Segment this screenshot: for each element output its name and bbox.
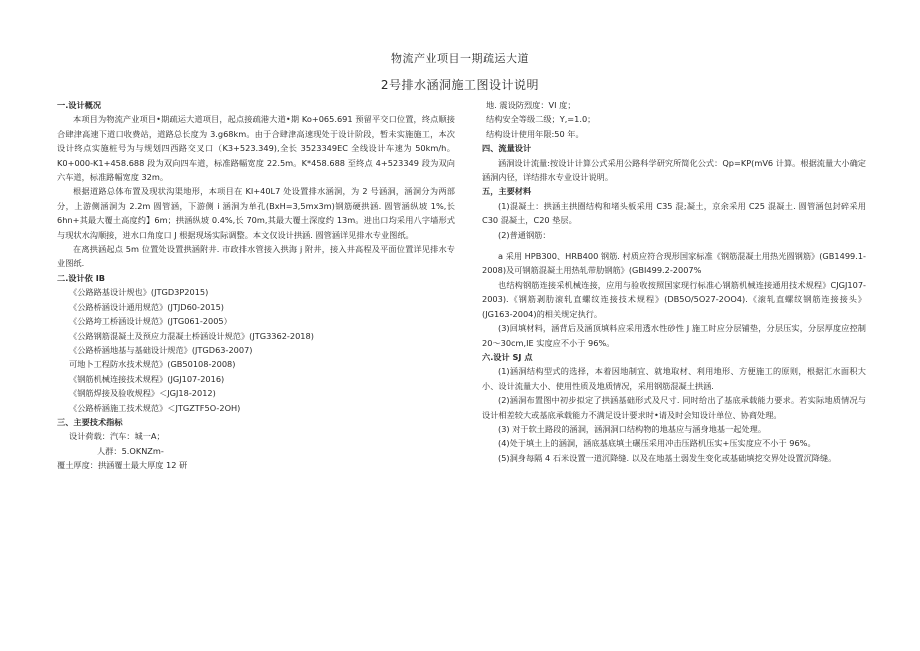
left-column	[57, 98, 455, 473]
overview-paragraph-3: 在离拱涵起点 5m 位置处设置拱涵附井. 市政排水管接入拱海 j 附井，接入井高程及平面位置详见排水专业图纸.	[57, 244, 455, 269]
section-heading-overview: 一.设计概况	[57, 100, 102, 110]
flow-paragraph: 涵洞设计流量:按设计计算公式采用公路科学研究所简化公式：Qp=KP(mV6 计算。根据流量大小确定涵洞内径，详结排水专业设计说明。	[482, 157, 866, 183]
reference-item: 可地卜工程防水技术规范》(GB50108-2008)	[69, 359, 236, 370]
materials-rebar-standard: a 采用 HPB300、HRB400 钢筋. 村质应符合现形国家标准《钢筋混凝土用热光圆钢筋》(GB1499.1-2008)及可钢筋混凝土用热轧带肋钢筋》(GBI499.2-2007%	[482, 251, 866, 276]
section-heading-materials: 五，主要材料	[482, 186, 532, 197]
safety-grade-line: 结构安全等级二级；Y,=1.0；	[486, 114, 596, 125]
materials-concrete: (1)混凝土：拱涵主拱圈结构和堵头板采用 C35 混;凝土，京余采用 C25 混凝土. 圆管涵包封碎采用 C30 混凝土，C20 垫层。	[482, 200, 866, 226]
reference-item: 《公路桥涵施工技术规范》＜JTGZTF5O-2OH)	[69, 402, 241, 413]
reference-item: 《钢筋机械连接技术规程》(JGJ107-2016)	[69, 373, 225, 384]
overview-paragraph-1: 本项目为物流产业项目•期疏运大道项目，起点接疏港大道•期 Ko+065.691 预留平交口位置，终点顺接合肆津高速下道口收费站，道路总长度为 3.g68km。由于合肆津高速现处于设计阶段，暂未实施施工，本次设计终点实施桩号为与规划四西路交叉口（K3+523.349),全长 3523349EC 全线设计车速为 50km/h。K0+000-K1+458.688 段为双向四车道，标准路幅宽度 22.5m。K*458.688 至终点 4+523349 段为双向六车道，标准路幅宽度 32m。	[57, 114, 455, 183]
design-point-2: (2)涵洞布置图中初步拟定了拱涵基础形式及尺寸. 同时给出了基底承载能力要求。若实际地质情况与设计相差较大或基底承载能力不满足设计要求时•请及时会知设计单位、协商处理。	[482, 395, 866, 420]
document-title: 物流产业项目一期疏运大道	[391, 52, 529, 65]
document-subtitle: 2号排水涵洞施工图设计说明	[380, 78, 540, 92]
design-point-3: (3) 对于软土路段的涵洞，涵洞洞口结构物的地基应与涵身地基一起处理。	[498, 423, 767, 434]
reference-item: 《公路桥涵地基与基础设计规范》(JTGD63-2007)	[69, 344, 253, 355]
reference-item: 《钢筋焊接及验收规程》＜JGJ18-2012)	[69, 388, 216, 399]
design-point-1: (1)涵洞结构型式的选择，本着因地制宜、就地取材、利用地形、方便施工的原则，根据汇水面积大小、设计流量大小、使用性质及地质情况，采用钢筋混凝土拱涵.	[482, 366, 866, 391]
service-life-line: 结构设计使用年限:50 年。	[486, 128, 584, 139]
section-heading-indicators: 三、主要技术指标	[57, 416, 123, 427]
reference-item: 《公路桥涵设计通用规范》(JTJD60-2015)	[69, 301, 224, 312]
design-load-line: 设计荷载：汽车：城一A；	[69, 431, 165, 442]
design-point-5: (5)洞身每隔 4 石米设置一道沉降缝. 以及在地基土弱发生变化或基础填挖交界处设置沉降缝。	[498, 452, 837, 463]
section-heading-design-points: 六.设计 SJ 点	[482, 351, 533, 362]
materials-rebar: (2)普通钢筋：	[498, 229, 551, 240]
seismic-line: 地. 震设防烈度：VI 度；	[486, 100, 576, 110]
reference-item: 《公路钢筋混凝土及预应力混凝土桥涵设计规范》(JTG3362-2018)	[69, 330, 314, 341]
cover-thickness-line: 覆土厚度：拱涵覆土最大厚度 12 研	[57, 460, 188, 471]
section-heading-flow: 四、流量设计	[482, 143, 532, 154]
section-heading-basis: 二.设计依 IB	[57, 272, 105, 283]
crowd-load-line: 人群：5.OKNZm-	[97, 445, 164, 456]
overview-paragraph-2: 根据道路总体布置及现状沟渠地形，本项目在 KI+40L7 处设置排水涵洞，为 2 号涵洞，涵洞分为两部分，上游侧涵洞为 2.2m 圆管涵，下游侧 i 涵洞为单孔(BxH=3,5mx3m)钢筋硬拱涵. 圆管涵纵坡 1%,长 6hn+其最大覆土高度约】6m；拱涵纵坡 0.4%,长 70m,其最大覆土深度约 13m。进出口均采用八字墙形式与现状水沟顺接，进水口角度口 J 根据现场实际调整。本文仅设计拱涵. 圆管涵详见排水专业图纸。	[57, 186, 455, 240]
materials-backfill: (3)回填材料，涵背后及涵顶填料应采用透水性砂性 J 施工时应分层铺垫，分层压实，分层厚度应控制 20～30cm,IE 实度应不小于 96%。	[482, 323, 866, 348]
materials-rebar-connection: 也结构钢筋连接采机械连接，应用与验收按照国家现行标准心钢筋机械连接通用技术规程》CJGJ107-2003).《钢筋剥肋滚轧直螺纹连接技术规程》(DB5O/5O27-2OO4).《滚轧直螺纹钢筋连接接头》(JG163-2004)的相关规定执行。	[482, 279, 866, 319]
reference-item: 《公路垮工桥涵设计规范》(JTG061-2005）	[69, 316, 232, 327]
reference-item: 《公路路基设计规也》(JTGD3P2015)	[69, 287, 209, 298]
right-column	[482, 98, 866, 465]
design-point-4: (4)处于填土上的涵洞，涵底基底填土碾压采用冲击压路机压实+压实度应不小于 96%。	[498, 438, 816, 449]
